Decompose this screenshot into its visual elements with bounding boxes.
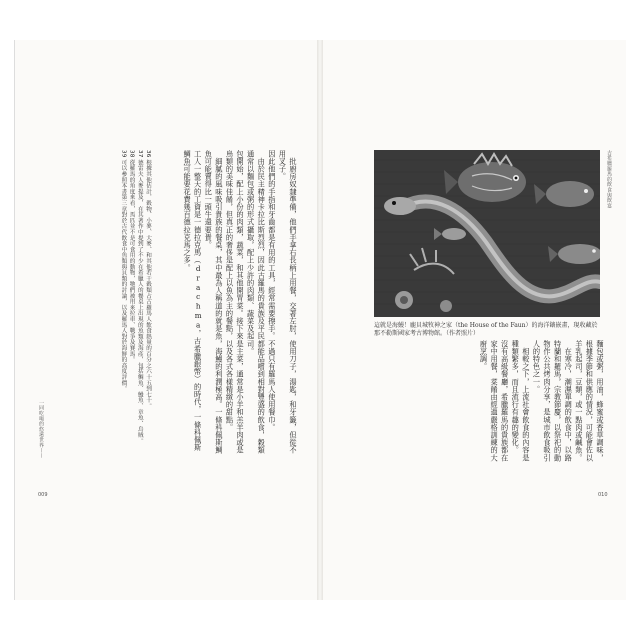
right-page	[323, 40, 626, 600]
left-footnotes	[52, 150, 152, 455]
right-paragraph-3: 相較之下，上流社會飲食的內容是種類繁多，而且流行有趣的變化。	[511, 340, 531, 462]
footnote-36-text: 根據其他估計，穀物、小麥、大麥、和其他若干穀類占古羅馬人飲食熱量的百分之六十五到七十。	[145, 159, 151, 409]
left-paragraph-4: 包開始，配上小份的肉類，蔬菜，和其他開胃菜。接下來是主菜，通常是小羊和羔羊肉或是鳥類的美味佳餚，但真正的奢侈是配上以魚為主的餐點，以及各式各樣精緻的甜點。	[225, 150, 246, 454]
figure-caption: 這就是海鰻！龐貝城牧神之家（the House of the Faun）的海洋鑲嵌畫，現收藏於那不勒斯國家考古博物館。（作者照片）	[374, 322, 598, 337]
footnote-39-marker: 39	[120, 150, 127, 158]
footnote-37-marker: 37	[136, 150, 143, 158]
left-paragraph-2: 因此他們的手指和牙齒都是有用的工具，經常需要擦手。不過只有羅馬人使用餐巾。	[267, 150, 277, 432]
left-paragraph-1: 批廚房奴隸準備，他們手拿右長柄上用餐，交著左肘，使用刀子，湯匙，和牙籤，但從不用叉子。	[278, 150, 298, 455]
right-paragraph-4: 沒有高級餐廳，希臘羅馬的貴族都在家中用餐，菜餚由經過嚴格訓練的大廚烹調。	[479, 340, 510, 462]
left-paragraph-6: 工人一整天的工資是一德拉克馬（drachma，古希臘銀幣）的時代，一條科佩斯鯛魚可能要花費幾百德拉克馬之多。	[183, 150, 203, 452]
footnote-38-marker: 38	[128, 150, 135, 158]
footnote-38-text: 從羅馬的角度來看，馬匹並不是可食用的動物，牠們被用來拉車、戰爭及賽馬。	[128, 159, 135, 363]
right-folio: 010	[598, 492, 608, 498]
right-paragraph-2: 在寒冷，潮濕單調的飲食中，以路特蘭和羅馬，宗教節慶，以祭祀的動物作公共烤肉分享，是城市飲食吸引人的特色之一。	[532, 340, 574, 462]
footnote-36	[144, 150, 152, 455]
right-main-text	[373, 340, 605, 465]
mosaic-illustration	[374, 150, 600, 317]
footnote-37	[136, 150, 144, 455]
footnote-38	[127, 150, 135, 455]
right-running-head: 古希臘羅馬的飲食與飲宴	[606, 150, 612, 209]
left-paragraph-3: 由於民主精神卡拉比斯烈烈，因此古羅馬的貴族及平民都能品嚐到相對豐盛的飲食，穀類通常以麵包或粥的形式攝取，配上少許的肉類、蔬菜及起司。	[246, 150, 267, 455]
left-main-text	[168, 150, 298, 455]
footnote-39-text: 可以參照本書第三章對於古代飲食中魚類與貝類的討論，以及羅馬人對於海鮮的高度評價。	[120, 159, 127, 392]
mosaic-figure	[374, 150, 600, 317]
left-running-head: 一同吃喝的悠遠世界——	[38, 400, 44, 459]
left-folio: 009	[38, 492, 48, 498]
right-paragraph-1: 麵包或粥，用油，蜂蜜或香草調味，根據季節和供應的情況，可能會佐以羊乳起司，豆類，或一點肉或鹹魚。	[574, 340, 605, 462]
left-paragraph-5: 細膩的風味吸引貴族的餐桌，其中最為人稱道的就是魚，海鰻的利潤極高。一條科佩斯鯛魚可能賣得比一頭牛還要貴。	[204, 150, 224, 455]
footnote-39	[119, 150, 127, 455]
footnote-36-marker: 36	[145, 150, 151, 158]
footnote-37-text: 德雷夫人麥提及，在其著作中提到了不少在希臘人的餐桌上出現的魚類及海產，包括鯛魚、鰻魚、章魚、烏賊。	[136, 159, 143, 444]
